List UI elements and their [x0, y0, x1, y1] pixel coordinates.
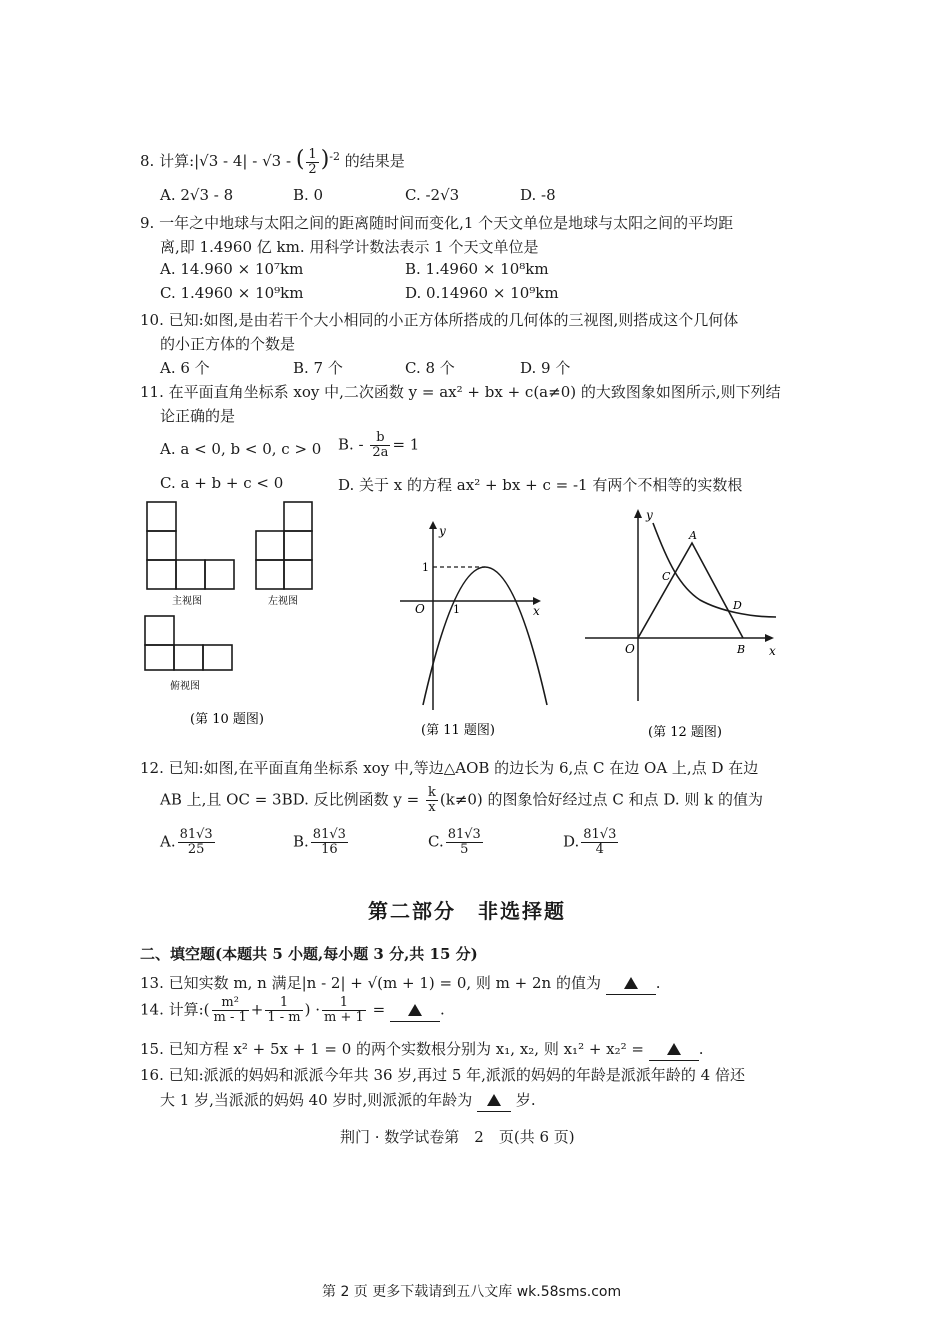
- q8-option-b: B. 0: [293, 186, 324, 204]
- q10-option-c: C. 8 个: [405, 359, 455, 377]
- front-view-label: 主视图: [172, 596, 202, 607]
- q8-stem-prefix: 8. 计算:|√3 - 4| - √3 -: [140, 152, 296, 170]
- q11-line2: 论正确的是: [160, 407, 236, 425]
- q8-power: -2: [329, 150, 340, 163]
- q10-option-a: A. 6 个: [160, 359, 210, 377]
- front-view: [147, 502, 234, 589]
- y-axis-arrow: [429, 521, 437, 529]
- q9-option-d: D. 0.14960 × 10⁹km: [405, 284, 559, 302]
- triangle-aob: [638, 543, 743, 638]
- fig10-caption: (第 10 题图): [190, 712, 264, 727]
- figure-10: [130, 492, 330, 732]
- fig11-x-label: x: [533, 604, 540, 618]
- q10-option-d: D. 9 个: [520, 359, 571, 377]
- q11-line1: 11. 在平面直角坐标系 xoy 中,二次函数 y = ax² + bx + c(a≠0) 的大致图象如图所示,则下列结: [140, 383, 781, 401]
- figure-12: [580, 503, 790, 740]
- q10-line2: 的小正方体的个数是: [160, 335, 296, 353]
- q13: 13. 已知实数 m, n 满足|n - 2| + √(m + 1) = 0, 则 m + 2n 的值为 .: [140, 972, 661, 995]
- top-view-label: 俯视图: [170, 681, 200, 692]
- fig11-caption: (第 11 题图): [421, 723, 495, 738]
- fig11-one-x: 1: [453, 603, 460, 616]
- fig11-origin-label: O: [415, 602, 425, 616]
- q12-option-b: B. $\frac{81√3}{16}$: [293, 827, 346, 857]
- left-view-label: 左视图: [268, 596, 298, 607]
- q9-option-a: A. 14.960 × 10⁷km: [160, 260, 304, 278]
- q10-option-b: B. 7 个: [293, 359, 343, 377]
- q8-stem-suffix: 的结果是: [344, 152, 405, 170]
- y-axis-arrow: [634, 509, 642, 518]
- triangle-icon: [667, 1043, 681, 1055]
- part2-title: 第二部分 非选择题: [368, 899, 566, 923]
- triangle-icon: [624, 977, 638, 989]
- triangle-icon: [408, 1004, 422, 1016]
- q12-line1: 12. 已知:如图,在平面直角坐标系 xoy 中,等边△AOB 的边长为 6,点 C 在边 OA 上,点 D 在边: [140, 759, 759, 777]
- figure-11: [385, 515, 565, 740]
- q10-line1: 10. 已知:如图,是由若干个大小相同的小正方体所搭成的几何体的三视图,则搭成这个几何体: [140, 311, 739, 329]
- q15: 15. 已知方程 x² + 5x + 1 = 0 的两个实数根分别为 x₁, x₂, 则 x₁² + x₂² = .: [140, 1038, 704, 1061]
- download-watermark: 第 2 页 更多下载请到五八文库 wk.58sms.com: [322, 1284, 622, 1300]
- q12-option-a: A. $\frac{81√3}{25}$: [160, 827, 213, 857]
- q15-answer-blank[interactable]: [649, 1038, 699, 1061]
- q16-line2: 大 1 岁,当派派的妈妈 40 岁时,则派派的年龄为 岁.: [160, 1089, 536, 1112]
- q16-answer-blank[interactable]: [477, 1089, 511, 1112]
- fig12-y-label: y: [646, 508, 653, 522]
- hyperbola-curve: [653, 523, 776, 617]
- triangle-icon: [487, 1094, 501, 1106]
- q11-option-c: C. a + b + c < 0: [160, 474, 284, 492]
- fig11-one-y: 1: [422, 561, 429, 574]
- fig12-x-label: x: [769, 644, 776, 658]
- q8: 8. 计算:|√3 - 4| - √3 - ( $\frac{1}{2}$ )$^{-2}$ 的结果是: [140, 146, 405, 177]
- q9-line2: 离,即 1.4960 亿 km. 用科学计数法表示 1 个天文单位是: [160, 238, 539, 256]
- fig12-origin-label: O: [625, 642, 635, 656]
- q8-fraction: $\frac{1}{2}$: [308, 146, 317, 177]
- q9-line1: 9. 一年之中地球与太阳之间的距离随时间而变化,1 个天文单位是地球与太阳之间的平均距: [140, 214, 734, 232]
- page-footer: 荆门 · 数学试卷第 2 页(共 6 页): [340, 1128, 575, 1146]
- q14-answer-blank[interactable]: [390, 999, 440, 1022]
- q8-option-c: C. -2√3: [405, 186, 460, 204]
- q12-line2: AB 上,且 OC = 3BD. 反比例函数 y = $\frac{k}{x}$ (k≠0) 的图象恰好经过点 C 和点 D. 则 k 的值为: [160, 785, 763, 815]
- q12-option-d: D. $\frac{81√3}{4}$: [563, 827, 617, 857]
- left-view: [256, 502, 312, 589]
- fig12-point-a: A: [689, 529, 697, 542]
- q14: 14. 计算:( $\frac{\text{m²}}{m - 1}$ + $\frac{1}{1 - m}$ ) · $\frac{1}{m + 1}$ = .: [140, 995, 445, 1025]
- fill-in-section-heading: 二、填空题(本题共 5 小题,每小题 3 分,共 15 分): [140, 945, 478, 963]
- fig12-caption: (第 12 题图): [648, 725, 722, 740]
- q8-option-d: D. -8: [520, 186, 556, 204]
- x-axis-arrow: [765, 634, 774, 642]
- q12-option-c: C. $\frac{81√3}{5}$: [428, 827, 481, 857]
- q11-option-a: A. a < 0, b < 0, c > 0: [160, 440, 322, 458]
- q11-option-d: D. 关于 x 的方程 ax² + bx + c = -1 有两个不相等的实数根: [338, 476, 743, 494]
- top-view: [145, 616, 232, 670]
- fig12-point-b: B: [737, 643, 746, 656]
- fig11-y-label: y: [439, 524, 446, 538]
- fig12-point-d: D: [733, 599, 742, 612]
- q11-option-b: B. - $\frac{b}{2a}$ = 1: [338, 430, 420, 460]
- parabola-curve: [423, 567, 547, 705]
- q9-option-b: B. 1.4960 × 10⁸km: [405, 260, 549, 278]
- fig12-point-c: C: [662, 570, 671, 583]
- q16-line1: 16. 已知:派派的妈妈和派派今年共 36 岁,再过 5 年,派派的妈妈的年龄是派派年龄的 4 倍还: [140, 1066, 745, 1084]
- q8-option-a: A. 2√3 - 8: [160, 186, 234, 204]
- q9-option-c: C. 1.4960 × 10⁹km: [160, 284, 304, 302]
- q13-answer-blank[interactable]: [606, 972, 656, 995]
